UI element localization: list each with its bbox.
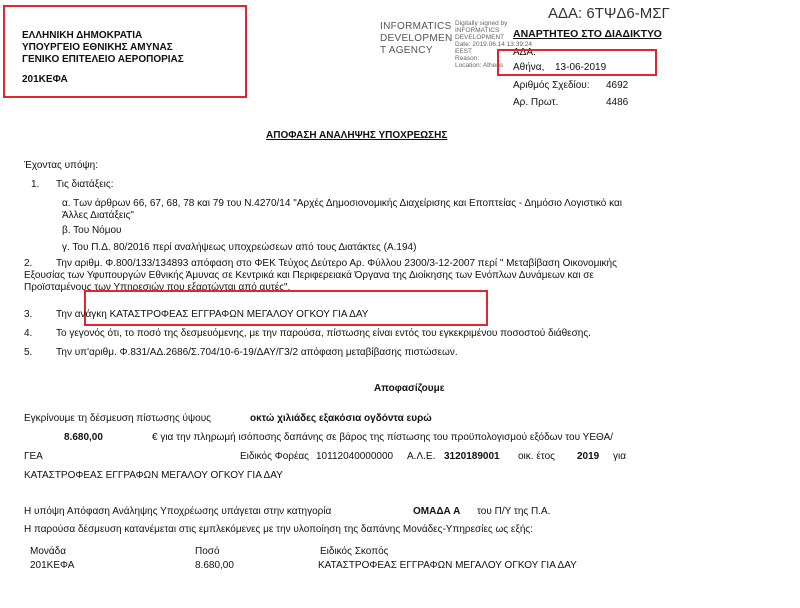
sig-line-3: DEVELOPMENT xyxy=(455,34,505,41)
for-label: για xyxy=(613,451,627,462)
fiscal-year: 2019 xyxy=(577,451,600,462)
amount-description: € για την πληρωμή ισόποσης δαπάνης σε βάρος της πίστωσης του προϋπολογισμού εξόδων του ΥΕΘΑ/ xyxy=(152,432,614,443)
org-line-2: ΥΠΟΥΡΓΕΙΟ ΕΘΝΙΚΗΣ ΑΜΥΝΑΣ xyxy=(22,42,173,53)
allocation-intro: Η παρούσα δέσμευση κατανέμεται στις εμπλεκόμενες με την υλοποίηση της δαπάνης Μονάδες-Υπηρεσίες ως εξής: xyxy=(24,524,534,535)
table-header-purpose: Ειδικός Σκοπός xyxy=(320,546,389,557)
considering-label: Έχοντας υπόψη: xyxy=(24,160,98,171)
table-cell-amount: 8.680,00 xyxy=(195,560,234,571)
item-2-line-1: Την αριθμ. Φ.800/133/134893 απόφαση στο ΦΕΚ Τεύχος Δεύτερο Αρ. Φύλλου 2300/3-12-2007 περί " Μεταβίβαση Οικονομικής xyxy=(56,258,617,269)
ada-top: ΑΔΑ: 6ΤΨΔ6-ΜΣΓ xyxy=(548,5,670,22)
sig-line-2: INFORMATICS xyxy=(455,27,500,34)
item-5-number: 5. xyxy=(24,347,33,358)
commit-purpose: ΚΑΤΑΣΤΡΟΦΕΑΣ ΕΓΓΡΑΦΩΝ ΜΕΓΑΛΟΥ ΟΓΚΟΥ ΓΙΑ ΔΑΥ xyxy=(24,470,283,481)
fiscal-year-label: οικ. έτος xyxy=(518,451,555,462)
amount: 8.680,00 xyxy=(64,432,103,443)
org-line-1: ΕΛΛΗΝΙΚΗ ΔΗΜΟΚΡΑΤΙΑ xyxy=(22,30,143,41)
item-1-text: Τις διατάξεις: xyxy=(56,179,114,190)
posted-online: ΑΝΑΡΤΗΤΕΟ ΣΤΟ ΔΙΑΔΙΚΤΥΟ xyxy=(513,28,662,40)
table-cell-purpose: ΚΑΤΑΣΤΡΟΦΕΑΣ ΕΓΓΡΑΦΩΝ ΜΕΓΑΛΟΥ ΟΓΚΟΥ ΓΙΑ ΔΑΥ xyxy=(318,560,577,571)
table-header-amount: Ποσό xyxy=(195,546,220,557)
item-2-number: 2. xyxy=(24,258,33,269)
item-2-line-2: Εξουσίας των Υφυπουργών Εθνικής Άμυνας σε Κεντρικά και Περιφερειακά Όργανα της Διοίκησης των Ενόπλων Δυνάμεων και σε xyxy=(24,270,594,281)
agency-line-2: DEVELOPMEN xyxy=(380,33,453,44)
carrier-code: 10112040000000 xyxy=(316,451,394,462)
ale-code: 3120189001 xyxy=(444,451,500,462)
item-3-number: 3. xyxy=(24,309,33,320)
sig-line-4: Date: 2019.06.14 13:39:24 xyxy=(455,41,532,48)
ale-label: Α.Λ.Ε. xyxy=(407,451,436,462)
decision-heading: Αποφασίζουμε xyxy=(374,383,445,394)
item-4-text: Το γεγονός ότι, το ποσό της δεσμευόμενης, με την παρούσα, πίστωσης είναι εντός του εγκεκριμένου ποσοστού διάθεσης. xyxy=(56,328,591,339)
agency-line-3: T AGENCY xyxy=(380,45,433,56)
category-group: ΟΜΑΔΑ Α xyxy=(413,506,461,517)
draft-number-label: Αριθμός Σχεδίου: xyxy=(513,80,590,91)
sig-line-6: Reason: xyxy=(455,55,480,62)
sig-line-1: Digitally signed by xyxy=(455,20,508,27)
org-line-3: ΓΕΝΙΚΟ ΕΠΙΤΕΛΕΙΟ ΑΕΡΟΠΟΡΙΑΣ xyxy=(22,54,184,65)
item-1a-line-2: Άλλες Διατάξεις" xyxy=(62,210,134,221)
table-header-unit: Μονάδα xyxy=(30,546,67,557)
commit-intro: Εγκρίνουμε τη δέσμευση πίστωσης ύψους xyxy=(24,413,211,424)
document-title: ΑΠΟΦΑΣΗ ΑΝΑΛΗΨΗΣ ΥΠΟΧΡΕΩΣΗΣ xyxy=(266,130,448,141)
ada-label: ΑΔΑ: xyxy=(513,47,536,58)
amount-in-words: οκτώ χιλιάδες εξακόσια ογδόντα ευρώ xyxy=(250,413,432,424)
category-text: Η υπόψη Απόφαση Ανάληψης Υποχρέωσης υπάγεται στην κατηγορία xyxy=(24,506,332,517)
place-label: Αθήνα, xyxy=(513,62,545,73)
item-1a-line-1: α. Των άρθρων 66, 67, 68, 78 και 79 του Ν.4270/14 "Αρχές Δημοσιονομικής Διαχείρισης και Εποπτείας - Δημόσιο Λογιστικό και xyxy=(62,198,623,209)
protocol-label: Αρ. Πρωτ. xyxy=(513,97,559,108)
protocol-number: 4486 xyxy=(606,97,629,108)
item-5-text: Την υπ'αριθμ. Φ.831/ΑΔ.2686/Σ.704/10-6-19/ΔΑΥ/Γ3/2 απόφαση μεταβίβασης πιστώσεων. xyxy=(56,347,458,358)
category-suffix: του Π/Υ της Π.Α. xyxy=(477,506,551,517)
document-date: 13-06-2019 xyxy=(555,62,607,73)
item-3-text: Την ανάγκη ΚΑΤΑΣΤΡΟΦΕΑΣ ΕΓΓΡΑΦΩΝ ΜΕΓΑΛΟΥ ΟΓΚΟΥ ΓΙΑ ΔΑΥ xyxy=(56,309,369,320)
sig-line-5: EEST xyxy=(455,48,472,55)
item-1c: γ. Του Π.Δ. 80/2016 περί αναλήψεως υποχρεώσεων από τους Διατάκτες (Α.194) xyxy=(62,242,417,253)
sig-line-7: Location: Athens xyxy=(455,62,504,69)
issuing-unit: 201ΚΕΦΑ xyxy=(22,74,68,85)
need-highlight-box xyxy=(84,290,488,326)
item-2-line-3: Προϊσταμένους των Υπηρεσιών που εξαρτώνται από αυτές". xyxy=(24,282,291,293)
item-1-number: 1. xyxy=(31,179,40,190)
table-cell-unit: 201ΚΕΦΑ xyxy=(30,560,75,571)
item-4-number: 4. xyxy=(24,328,33,339)
carrier-label: Ειδικός Φορέας xyxy=(240,451,310,462)
agency-line-1: INFORMATICS xyxy=(380,21,452,32)
draft-number: 4692 xyxy=(606,80,629,91)
gea-label: ΓΕΑ xyxy=(24,451,43,462)
item-1b: β. Του Νόμου xyxy=(62,225,122,236)
